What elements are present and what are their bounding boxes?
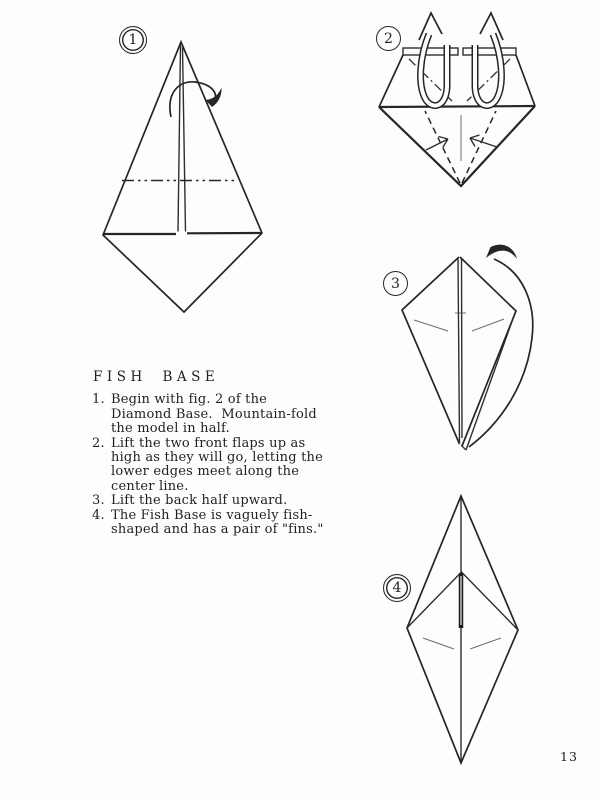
- instruction-step: [92, 494, 328, 508]
- step-number: 3.: [92, 493, 105, 509]
- step-text: The Fish Base is vaguely fish-shaped and has a pair of "fins.": [111, 507, 324, 538]
- figure-4-diagram: [407, 496, 518, 763]
- step-number: 2.: [92, 435, 105, 451]
- step-number: 4.: [92, 507, 105, 523]
- figure-3-diagram: [402, 245, 533, 450]
- figure-1-badge: [119, 26, 147, 54]
- figure-2-number: 2: [384, 30, 393, 47]
- page-number: 13: [560, 749, 578, 764]
- step-text: Begin with fig. 2 of the Diamond Base. Mountain-fold the model in half.: [111, 392, 317, 437]
- figure-1-number: 1: [128, 32, 138, 48]
- fold-behind-arrow-icon: [170, 82, 222, 117]
- figure-1-diagram: [103, 42, 262, 312]
- lift-flap-arrow-left-icon: [419, 13, 447, 106]
- instruction-step: [92, 509, 328, 538]
- push-in-arrow-right-icon: [470, 135, 497, 147]
- instructions-block: [92, 370, 328, 537]
- figure-2-diagram: [379, 13, 535, 186]
- push-in-arrow-left-icon: [426, 137, 448, 151]
- figure-4-badge: [383, 574, 411, 602]
- figure-3-badge: [383, 271, 408, 296]
- section-heading: FISH BASE: [93, 369, 220, 385]
- step-text: Lift the back half upward.: [111, 493, 288, 509]
- figure-3-number: 3: [391, 275, 400, 292]
- figure-2-badge: [376, 26, 401, 51]
- lift-flap-arrow-right-icon: [475, 13, 503, 106]
- step-number: 1.: [92, 392, 105, 408]
- instruction-step: [92, 393, 328, 436]
- instruction-step: [92, 437, 328, 495]
- figure-4-number: 4: [392, 580, 402, 596]
- step-text: Lift the two front flaps up as high as they will go, letting the lower edges meet along the center line.: [111, 435, 323, 494]
